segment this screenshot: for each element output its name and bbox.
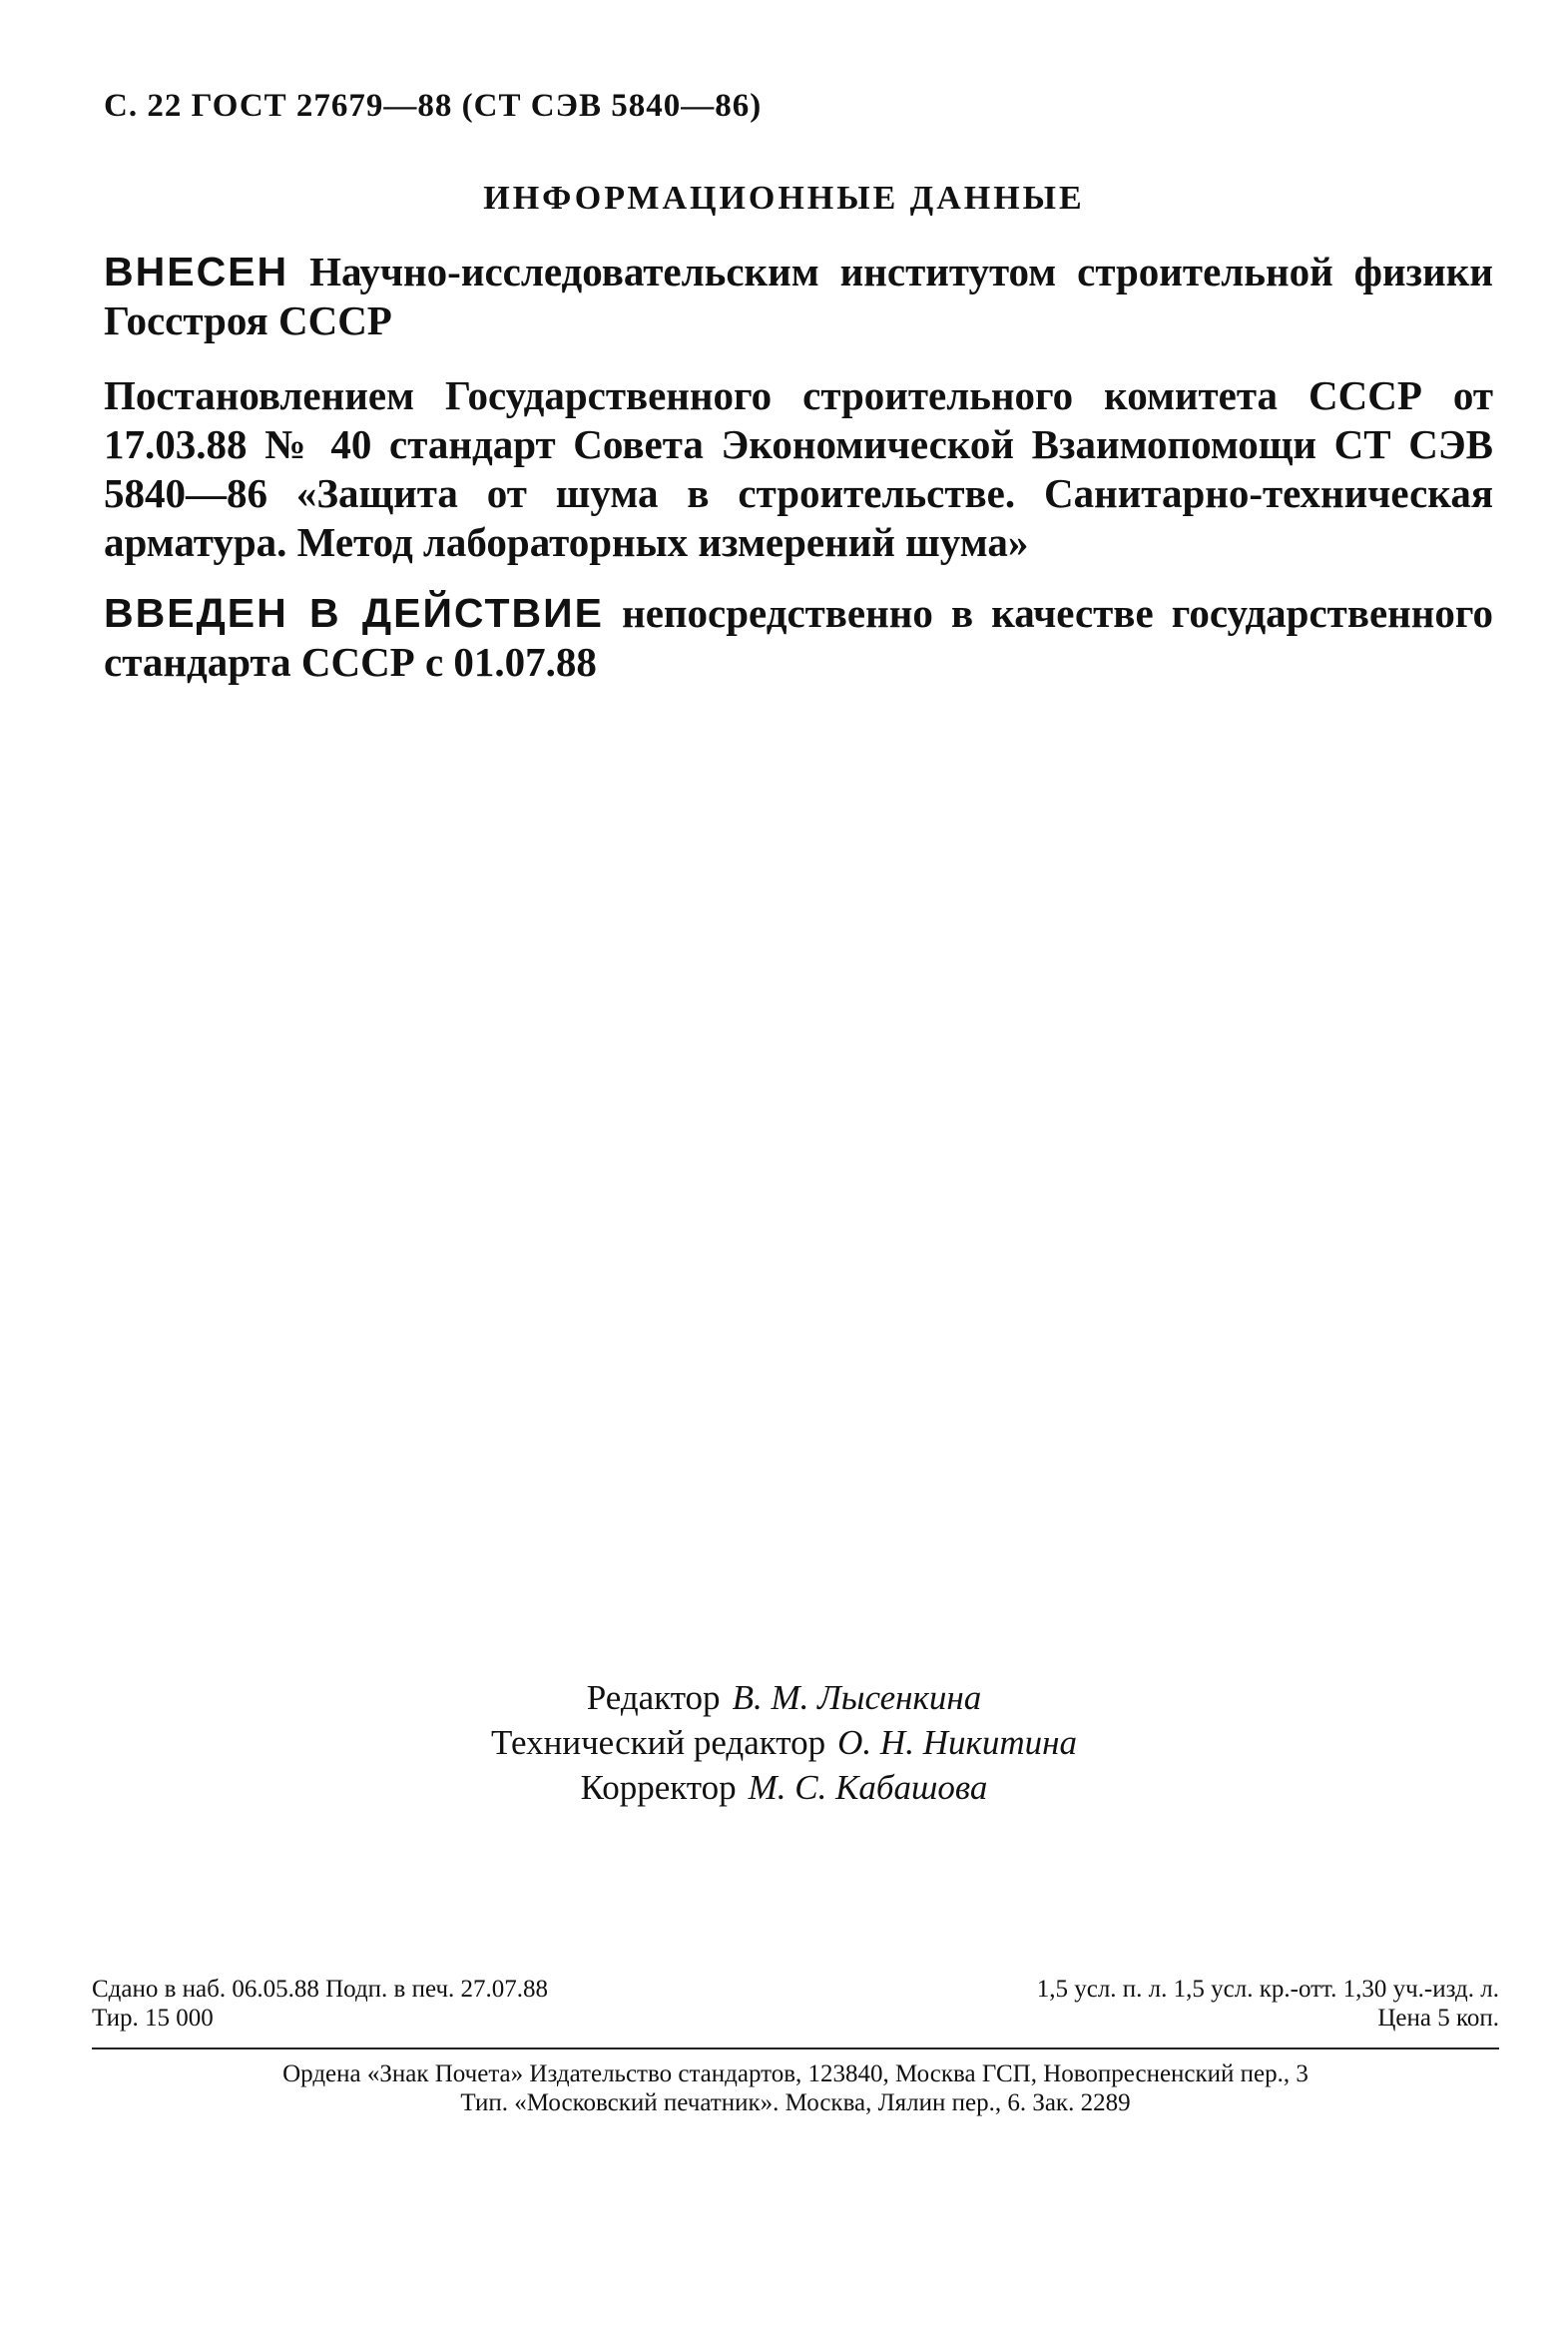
- imprint-block: [92, 1975, 1499, 2033]
- resolution-paragraph: Постановлением Государственного строительного комитета СССР от 17.03.88 № 40 стандарт Совета Экономической Взаимопомощи СТ СЭВ 5840—86 «Защита от шума в строительстве. Санитарно-техническая арматура. Метод лабораторных измерений шума»: [104, 372, 1493, 565]
- printer-line: Тип. «Московский печатник». Москва, Лялин пер., 6. Зак. 2289: [460, 2089, 1131, 2116]
- imprint-circulation: Тир. 15 000: [92, 2005, 214, 2032]
- imprint-line-2: [92, 2004, 1499, 2033]
- proofreader-credit: [0, 1765, 1568, 1810]
- editor-role: Редактор: [586, 1678, 721, 1717]
- submitted-label: ВНЕСЕН: [104, 249, 289, 294]
- imprint-dates: Сдано в наб. 06.05.88 Подп. в печ. 27.07.88: [92, 1976, 549, 2003]
- effective-label: ВВЕДЕН В ДЕЙСТВИЕ: [104, 590, 604, 636]
- footer-divider: [92, 2047, 1499, 2049]
- tech-editor-credit: [0, 1720, 1568, 1765]
- effective-paragraph: [104, 589, 1493, 687]
- submitted-text: Научно-исследовательским институтом строительной физики Госстроя СССР: [104, 249, 1493, 343]
- effective-text: непосредственно в качестве государственного стандарта СССР с 01.07.88: [104, 590, 1494, 685]
- credits-block: [0, 1675, 1568, 1810]
- imprint-price: Цена 5 коп.: [1377, 2005, 1499, 2032]
- imprint-line-1: [92, 1975, 1499, 2004]
- tech-editor-name: О. Н. Никитина: [837, 1723, 1077, 1762]
- proofreader-name: М. С. Кабашова: [748, 1768, 988, 1807]
- publisher-footer: [92, 2059, 1499, 2117]
- running-head: С. 22 ГОСТ 27679—88 (СТ СЭВ 5840—86): [104, 88, 763, 124]
- imprint-volume: 1,5 усл. п. л. 1,5 усл. кр.-отт. 1,30 уч.-изд. л.: [1036, 1976, 1499, 2003]
- submitted-paragraph: [104, 248, 1493, 345]
- proofreader-role: Корректор: [580, 1768, 737, 1807]
- publisher-line: Ордена «Знак Почета» Издательство стандартов, 123840, Москва ГСП, Новопресненский пер., 3: [282, 2060, 1308, 2087]
- tech-editor-role: Технический редактор: [491, 1723, 826, 1762]
- section-title: ИНФОРМАЦИОННЫЕ ДАННЫЕ: [483, 180, 1085, 217]
- editor-name: В. М. Лысенкина: [732, 1678, 982, 1717]
- editor-credit: [0, 1675, 1568, 1720]
